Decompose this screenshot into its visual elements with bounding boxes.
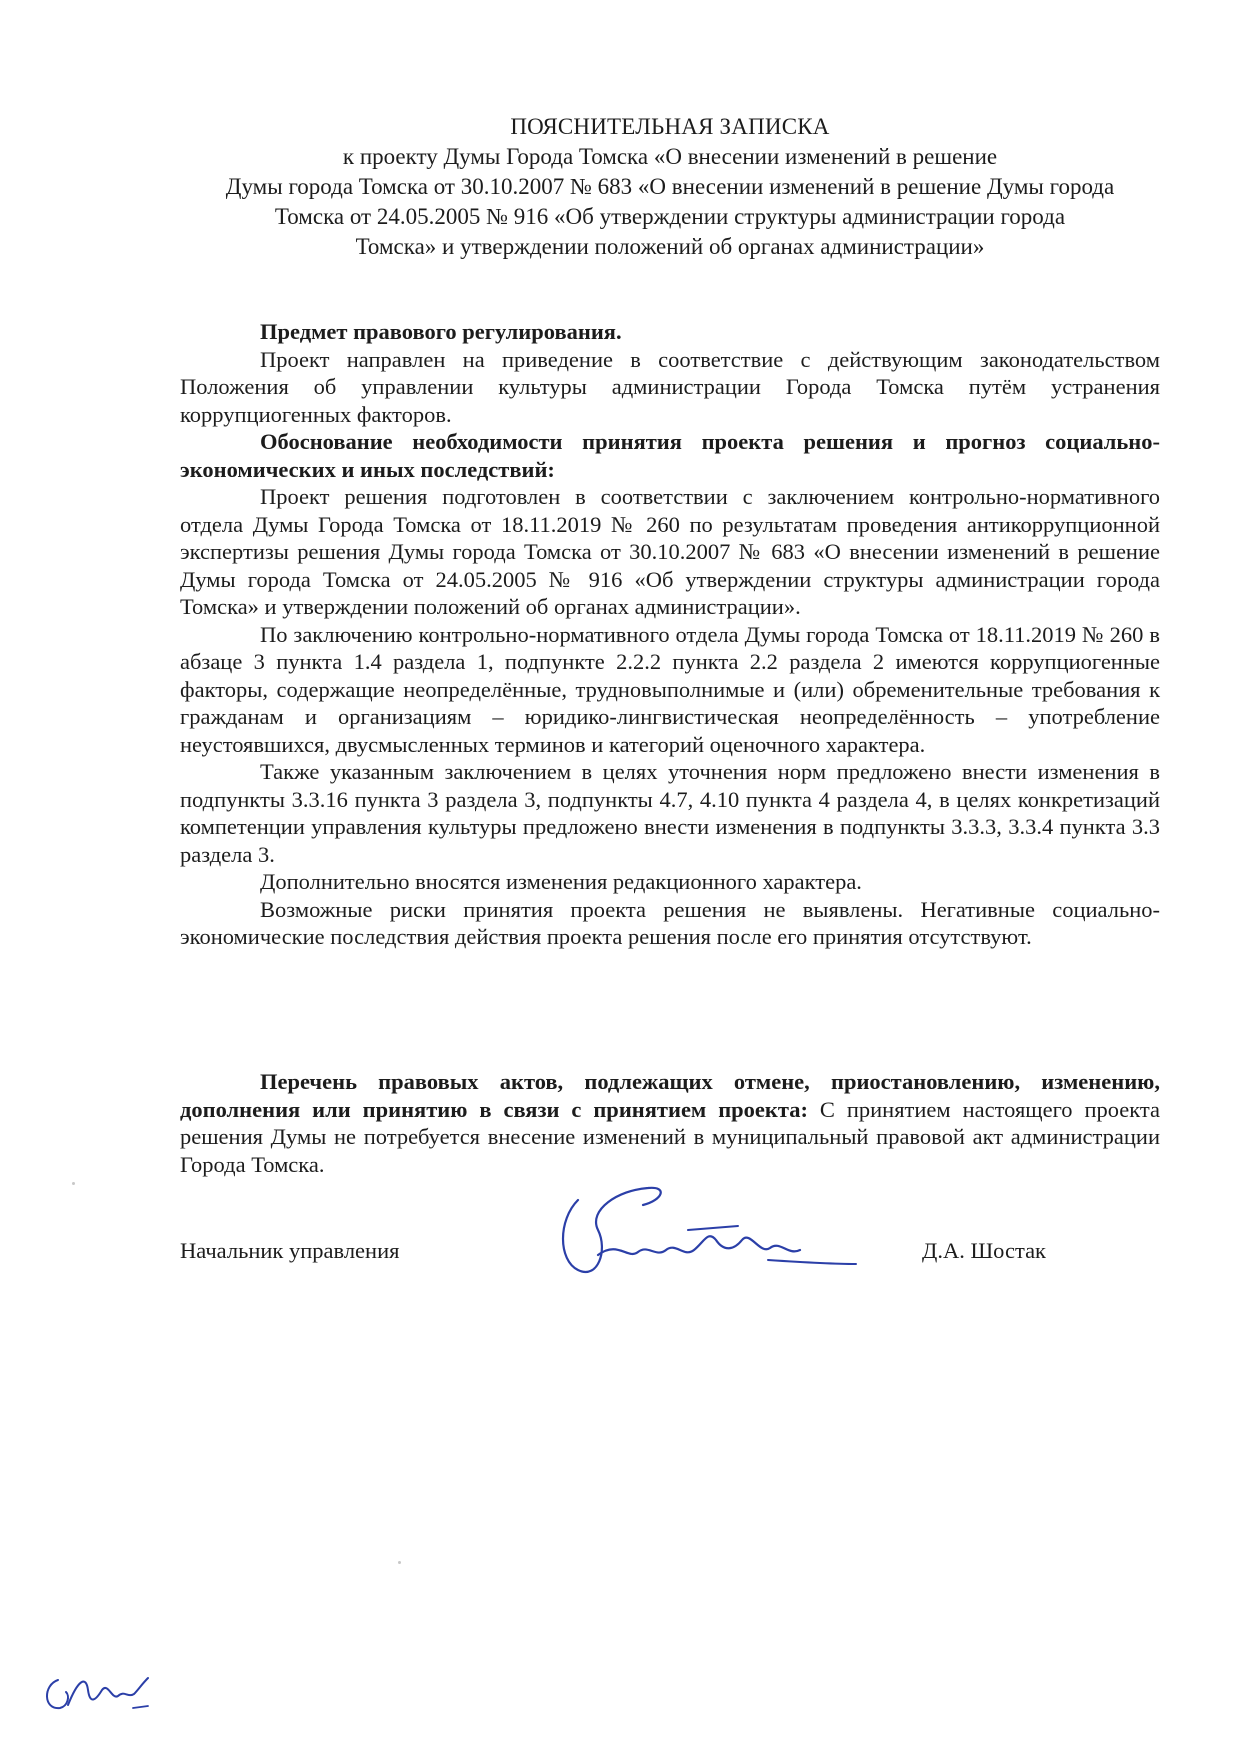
section2-heading: Обоснование необходимости принятия проекта решения и прогноз социально-экономических и иных последствий:	[180, 429, 1160, 482]
header-line-1: к проекту Думы Города Томска «О внесении изменений в решение	[342, 144, 998, 169]
header-line-4: Томска» и утверждении положений об органах администрации»	[355, 234, 985, 259]
section-regulation-subject	[180, 318, 1160, 428]
section2-paragraph-5: Возможные риски принятия проекта решения не выявлены. Негативные социально-экономические последствия действия проекта решения после его принятия отсутствуют.	[180, 896, 1160, 949]
header-line-3: Томска от 24.05.2005 № 916 «Об утверждении структуры администрации города	[274, 204, 1066, 229]
signatory-name: Д.А. Шостак	[922, 1238, 1046, 1263]
signatory-position: Начальник управления	[180, 1238, 400, 1263]
section2-paragraph-4: Дополнительно вносятся изменения редакционного характера.	[260, 869, 862, 894]
section2-paragraph-2: По заключению контрольно-нормативного отдела Думы города Томска от 18.11.2019 № 260 в абзаце 3 пункта 1.4 раздела 1, подпункте 2.2.2 пункта 2.2 раздела 2 имеются коррупциогенные факторы, содержащие неопределённые, трудновыполнимые и (или) обременительные требования к гражданам и организациям – юридико-лингвистическая неопределённость – употребление неустоявшихся, двусмысленных терминов и категорий оценочного характера.	[180, 621, 1160, 757]
section1-heading: Предмет правового регулирования.	[260, 319, 622, 344]
header-line-2: Думы города Томска от 30.10.2007 № 683 «О внесении изменений в решение Думы города	[225, 174, 1115, 199]
document-header	[180, 112, 1160, 262]
section1-text: Проект направлен на приведение в соответствие с действующим законодательством Положения об управлении культуры администрации Города Томска путём устранения коррупциогенных факторов.	[180, 346, 1160, 427]
section3-heading: Перечень правовых актов, подлежащих отмене, приостановлению, изменению, дополнения или принятию в связи с принятием проекта:	[180, 1069, 1160, 1122]
section3-text: С принятием настоящего проекта решения Думы не потребуется внесение изменений в муниципальный правовой акт администрации Города Томска.	[180, 1096, 1160, 1177]
scan-speck	[398, 1561, 401, 1564]
section2-paragraph-1: Проект решения подготовлен в соответствии с заключением контрольно-нормативного отдела Думы Города Томска от 18.11.2019 № 260 по результатам проведения антикоррупционной экспертизы решения Думы города Томска от 30.10.2007 № 683 «О внесении изменений в решение Думы города Томска от 24.05.2005 № 916 «Об утверждении структуры администрации города Томска» и утверждении положений об органах администрации».	[180, 484, 1160, 619]
section2-paragraph-3: Также указанным заключением в целях уточнения норм предложено внести изменения в подпункты 3.3.16 пункта 3 раздела 3, подпункты 4.7, 4.10 пункта 4 раздела 4, в целях конкретизаций компетенции управления культуры предложено внести изменения в подпункты 3.3.3, 3.3.4 пункта 3.3 раздела 3.	[180, 759, 1160, 867]
signature-block	[180, 1238, 1160, 1278]
approval-initials-mark	[38, 1660, 168, 1720]
section-justification	[180, 428, 1160, 951]
scan-speck	[72, 1182, 75, 1185]
document-title: ПОЯСНИТЕЛЬНАЯ ЗАПИСКА	[510, 114, 830, 139]
